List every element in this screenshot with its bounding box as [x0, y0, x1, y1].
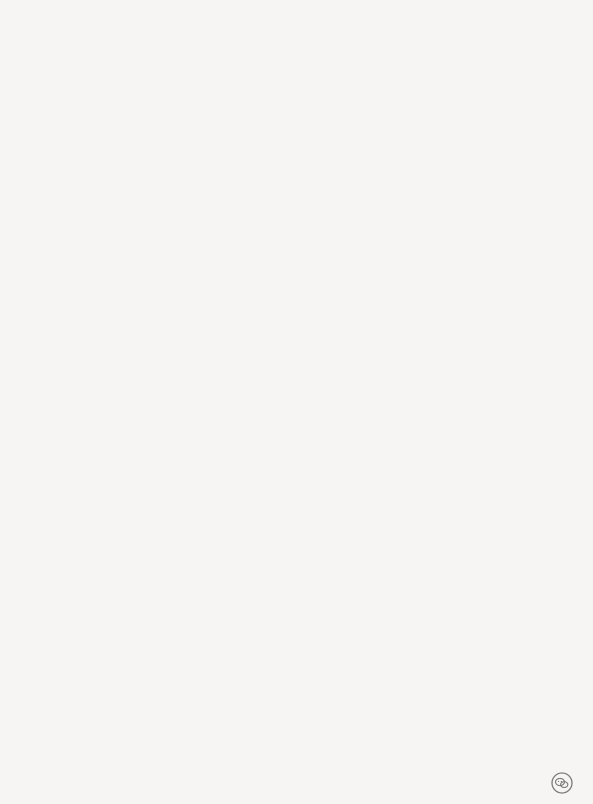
- watermark: [551, 772, 579, 794]
- wechat-icon: [551, 772, 573, 794]
